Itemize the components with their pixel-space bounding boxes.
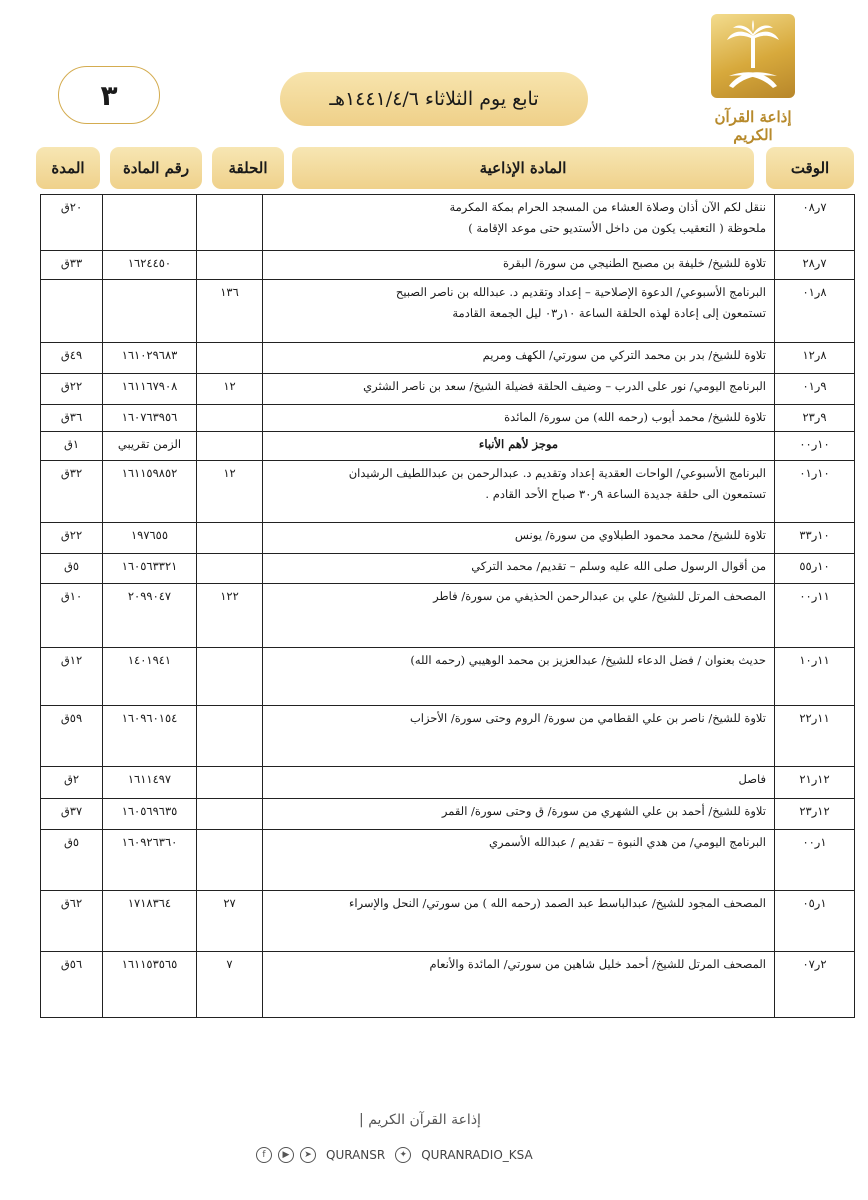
program-line: تستمعون إلى إعادة لهذه الحلقة الساعة ١٠ر٠٣ ليل الجمعة القادمة: [452, 306, 766, 320]
row-episode: ١٢: [197, 374, 263, 405]
row-code: ١٦١١٦٧٩٠٨: [103, 374, 197, 405]
row-duration: ٥ق: [41, 554, 103, 584]
row-code: ١٦١١٥٣٥٦٥: [103, 952, 197, 1018]
schedule-row: [41, 648, 855, 706]
row-duration: ٥ق: [41, 830, 103, 891]
program-line: ملحوظة ( التعقيب يكون من داخل الأستديو حتى موعد الإقامة ): [468, 221, 766, 235]
social-handle-2[interactable]: QURANRADIO_KSA: [421, 1148, 533, 1162]
program-line: ننقل لكم الآن أذان وصلاة العشاء من المسجد الحرام بمكة المكرمة: [449, 200, 766, 214]
row-code: ١٦٢٤٤٥٠: [103, 251, 197, 280]
header-duration: المدة: [36, 147, 100, 189]
program-line: البرنامج اليومي/ نور على الدرب – وضيف الحلقة فضيلة الشيخ/ سعد بن ناصر الشثري: [363, 379, 766, 393]
row-code: ١٦٠٩٢٦٣٦٠: [103, 830, 197, 891]
schedule-row: [41, 584, 855, 648]
program-line: تلاوة للشيخ/ أحمد بن علي الشهري من سورة/ ق وحتى سورة/ القمر: [441, 804, 766, 818]
row-duration: [41, 280, 103, 343]
schedule-row: [41, 195, 855, 251]
row-code: ١٦٠٧٦٣٩٥٦: [103, 405, 197, 432]
program-line: تلاوة للشيخ/ محمد محمود الطبلاوي من سورة/ يونس: [514, 528, 766, 542]
row-program: [263, 799, 775, 830]
schedule-row: [41, 343, 855, 374]
schedule-row: [41, 554, 855, 584]
telegram-icon[interactable]: ➤: [300, 1147, 316, 1163]
schedule-row: [41, 706, 855, 767]
row-episode: [197, 648, 263, 706]
row-code: ١٦٠٥٦٣٣٢١: [103, 554, 197, 584]
brand-logo: [697, 14, 809, 144]
row-episode: [197, 830, 263, 891]
palm-swords-emblem-icon: [711, 14, 795, 98]
row-code: ١٩٧٦٥٥: [103, 523, 197, 554]
twitter-icon[interactable]: ✦: [395, 1147, 411, 1163]
row-duration: ٢٢ق: [41, 374, 103, 405]
row-episode: [197, 554, 263, 584]
row-time: ٨ر٠١: [775, 280, 855, 343]
row-duration: ٥٦ق: [41, 952, 103, 1018]
row-duration: ٢٠ق: [41, 195, 103, 251]
program-line: تلاوة للشيخ/ ناصر بن علي القطامي من سورة/ الروم وحتى سورة/ الأحزاب: [409, 711, 766, 725]
footer-brand: إذاعة القرآن الكريم |: [359, 1112, 481, 1128]
header-episode: الحلقة: [212, 147, 284, 189]
row-program: [263, 952, 775, 1018]
date-banner: تابع يوم الثلاثاء ١٤٤١/٤/٦هـ: [280, 72, 588, 126]
row-code: ٢٠٩٩٠٤٧: [103, 584, 197, 648]
schedule-row: [41, 374, 855, 405]
row-code: الزمن تقريبي: [103, 432, 197, 461]
row-duration: ١ق: [41, 432, 103, 461]
facebook-icon[interactable]: f: [256, 1147, 272, 1163]
program-line: من أقوال الرسول صلى الله عليه وسلم – تقديم/ محمد التركي: [471, 559, 766, 573]
header-time: الوقت: [766, 147, 854, 189]
row-code: ١٤٠١٩٤١: [103, 648, 197, 706]
row-episode: [197, 405, 263, 432]
schedule-row: [41, 952, 855, 1018]
row-episode: ١٢٢: [197, 584, 263, 648]
row-program: [263, 374, 775, 405]
row-program: [263, 251, 775, 280]
row-code: ١٦١١٤٩٧: [103, 767, 197, 799]
row-episode: [197, 523, 263, 554]
row-episode: ٢٧: [197, 891, 263, 952]
row-episode: [197, 799, 263, 830]
footer-social-bar: [256, 1144, 566, 1166]
row-episode: [197, 343, 263, 374]
row-episode: [197, 432, 263, 461]
header-code: رقم المادة: [110, 147, 202, 189]
row-time: ٧ر٠٨: [775, 195, 855, 251]
row-time: ١٢ر٢٣: [775, 799, 855, 830]
schedule-row: [41, 891, 855, 952]
row-program: [263, 461, 775, 523]
schedule-row: [41, 523, 855, 554]
program-line: تلاوة للشيخ/ محمد أيوب (رحمه الله) من سورة/ المائدة: [504, 410, 766, 424]
row-duration: ٢٢ق: [41, 523, 103, 554]
row-duration: ٣٢ق: [41, 461, 103, 523]
row-time: ٩ر٢٣: [775, 405, 855, 432]
schedule-row: [41, 405, 855, 432]
row-duration: ٣٦ق: [41, 405, 103, 432]
program-line: فاصل: [738, 772, 766, 786]
row-code: [103, 280, 197, 343]
row-time: ١٠ر٥٥: [775, 554, 855, 584]
program-line: البرنامج اليومي/ من هدي النبوة – تقديم / عبدالله الأسمري: [488, 835, 766, 849]
row-program: [263, 830, 775, 891]
row-episode: [197, 251, 263, 280]
row-time: ١ر٠٠: [775, 830, 855, 891]
page-number: ٣: [58, 66, 160, 124]
row-episode: ١٣٦: [197, 280, 263, 343]
row-program: [263, 405, 775, 432]
program-line: البرنامج الأسبوعي/ الدعوة الإصلاحية – إعداد وتقديم د. عبدالله بن ناصر الصبيح: [395, 285, 766, 299]
row-program: [263, 584, 775, 648]
program-line: البرنامج الأسبوعي/ الواحات العقدية إعداد وتقديم د. عبدالرحمن بن عبداللطيف الرشيدان: [348, 466, 766, 480]
row-program: [263, 767, 775, 799]
row-time: ١١ر٢٢: [775, 706, 855, 767]
row-code: ١٦٠٩٦٠١٥٤: [103, 706, 197, 767]
row-code: ١٧١٨٣٦٤: [103, 891, 197, 952]
row-episode: ٧: [197, 952, 263, 1018]
schedule-row: [41, 461, 855, 523]
row-duration: ٣٧ق: [41, 799, 103, 830]
schedule-row: [41, 767, 855, 799]
row-time: ١١ر٠٠: [775, 584, 855, 648]
row-time: ١٠ر٣٣: [775, 523, 855, 554]
row-program: [263, 343, 775, 374]
program-line: تستمعون الى حلقة جديدة الساعة ٩ر٣٠ صباح الأحد القادم .: [485, 487, 766, 501]
row-code: [103, 195, 197, 251]
row-duration: ٣٣ق: [41, 251, 103, 280]
row-time: ٩ر٠١: [775, 374, 855, 405]
row-time: ١٢ر٢١: [775, 767, 855, 799]
row-code: ١٦١٠٢٩٦٨٣: [103, 343, 197, 374]
schedule-row: [41, 280, 855, 343]
row-duration: ١٢ق: [41, 648, 103, 706]
row-code: ١٦٠٥٦٩٦٣٥: [103, 799, 197, 830]
program-line: تلاوة للشيخ/ خليفة بن مصبح الطنيجي من سورة/ البقرة: [503, 256, 766, 270]
row-program: [263, 432, 775, 461]
row-program: [263, 280, 775, 343]
row-time: ٨ر١٢: [775, 343, 855, 374]
row-episode: [197, 195, 263, 251]
program-line: المصحف المرتل للشيخ/ علي بن عبدالرحمن الحذيفي من سورة/ فاطر: [433, 589, 766, 603]
row-duration: ٥٩ق: [41, 706, 103, 767]
row-duration: ٦٢ق: [41, 891, 103, 952]
row-time: ١١ر١٠: [775, 648, 855, 706]
brand-name: إذاعة القرآن الكريم: [714, 108, 792, 144]
row-program: [263, 523, 775, 554]
row-episode: ١٢: [197, 461, 263, 523]
row-program: [263, 891, 775, 952]
youtube-icon[interactable]: ▶: [278, 1147, 294, 1163]
row-episode: [197, 767, 263, 799]
row-duration: ٢ق: [41, 767, 103, 799]
row-time: ٧ر٢٨: [775, 251, 855, 280]
row-time: ١ر٠٥: [775, 891, 855, 952]
row-code: ١٦١١٥٩٨٥٢: [103, 461, 197, 523]
schedule-table: [40, 194, 855, 1018]
row-program: [263, 195, 775, 251]
row-duration: ١٠ق: [41, 584, 103, 648]
row-time: ٢ر٠٧: [775, 952, 855, 1018]
program-line: حديث بعنوان / فضل الدعاء للشيخ/ عبدالعزيز بن محمد الوهيبي (رحمه الله): [410, 653, 766, 667]
row-time: ١٠ر٠٠: [775, 432, 855, 461]
row-duration: ٤٩ق: [41, 343, 103, 374]
row-episode: [197, 706, 263, 767]
row-program: [263, 554, 775, 584]
row-program: [263, 648, 775, 706]
program-line: المصحف المرتل للشيخ/ أحمد خليل شاهين من سورتي/ المائدة والأنعام: [429, 957, 766, 971]
header-program: المادة الإذاعية: [292, 147, 754, 189]
row-time: ١٠ر٠١: [775, 461, 855, 523]
row-program: [263, 706, 775, 767]
schedule-row: [41, 799, 855, 830]
program-line: المصحف المجود للشيخ/ عبدالباسط عبد الصمد (رحمه الله ) من سورتي/ النحل والإسراء: [348, 896, 766, 910]
schedule-row: [41, 432, 855, 461]
program-line: تلاوة للشيخ/ بدر بن محمد التركي من سورتي/ الكهف ومريم: [482, 348, 766, 362]
social-handle-1[interactable]: QURANSR: [326, 1148, 386, 1162]
program-line: موجز لأهم الأنباء: [478, 437, 559, 451]
schedule-row: [41, 251, 855, 280]
schedule-row: [41, 830, 855, 891]
